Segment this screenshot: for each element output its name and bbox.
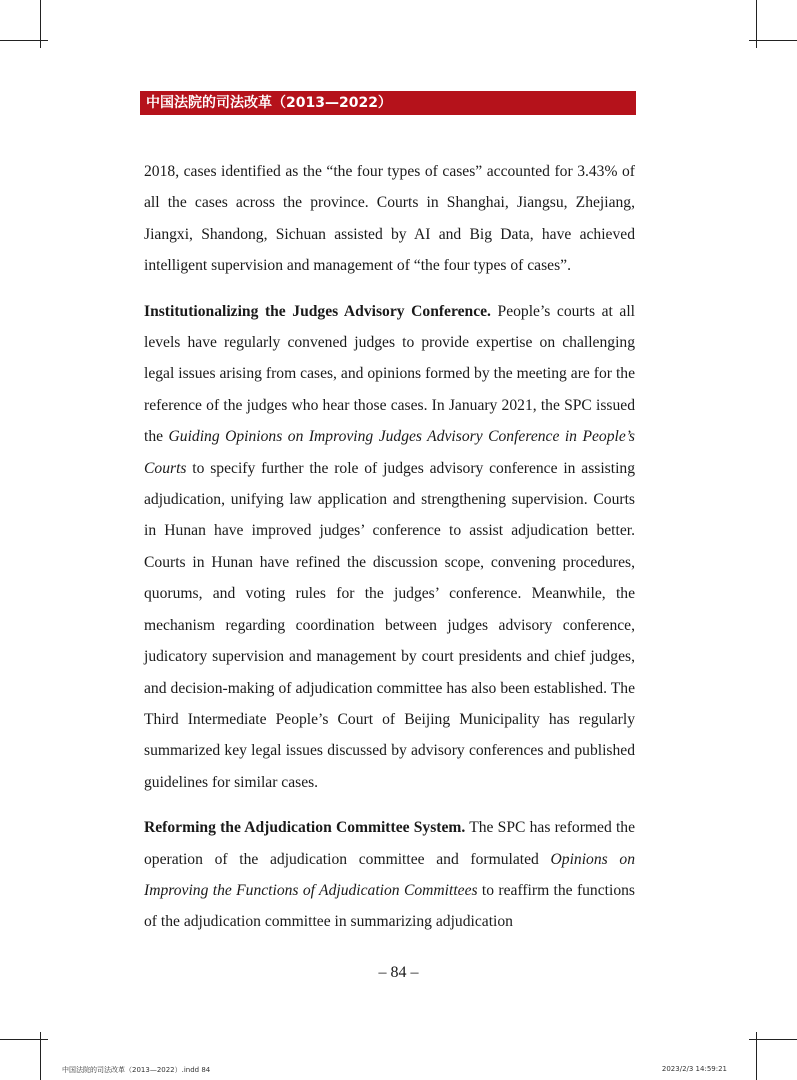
crop-mark [0,40,48,41]
footer-file-info: 中国法院的司法改革（2013—2022）.indd 84 [62,1066,211,1074]
text-run: 2018, cases identified as the “the four types of cases” accounted for 3.43% of all the cases across the province. Courts in Shanghai, Jiangsu, Zhejiang, Jiangxi, Shandong, Sichuan assisted by AI and Big Data, have achieved intelligent supervision and management of “the four types of cases”. [144,163,635,275]
body-text [144,156,635,952]
crop-mark [0,1039,48,1040]
paragraph [144,812,635,938]
document-title: Guiding Opinions on Improving Judges Advisory Conference in People’s Courts [144,428,635,477]
document-title: Opinions on Improving the Functions of Adjudication Committees [144,850,635,899]
paragraph [144,156,635,282]
running-header: 中国法院的司法改革（2013—2022） [140,91,636,115]
page-number: – 84 – [378,964,419,981]
text-run: to reaffirm the functions of the adjudication committee in summarizing adjudication [144,881,635,931]
crop-mark [749,1039,797,1040]
paragraph [144,296,635,799]
footer-timestamp: 2023/2/3 14:59:21 [661,1065,727,1073]
crop-mark [749,40,797,41]
text-run: The SPC has reformed the operation of the adjudication committee and formulated [144,819,636,868]
paragraph-heading: Reforming the Adjudication Committee System. [144,819,466,837]
text-run: People’s courts at all levels have regularly convened judges to provide expertise on challenging legal issues arising from cases, and opinions formed by the meeting are for the reference of the judges who hear those cases. In January 2021, the SPC issued the [144,302,635,446]
text-run: to specify further the role of judges advisory conference in assisting adjudication, unifying law application and strengthening supervision. Courts in Hunan have improved judges’ conference to assist adjudication better. Courts in Hunan have refined the discussion scope, convening procedures, quorums, and voting rules for the judges’ conference. Meanwhile, the mechanism regarding coordination between judges advisory conference, judicatory supervision and management by court presidents and chief judges, and decision-making of adjudication committee has also been established. The Third Intermediate People’s Court of Beijing Municipality has regularly summarized key legal issues discussed by advisory conferences and published guidelines for similar cases. [144,459,635,791]
paragraph-heading: Institutionalizing the Judges Advisory Conference. [144,302,491,320]
